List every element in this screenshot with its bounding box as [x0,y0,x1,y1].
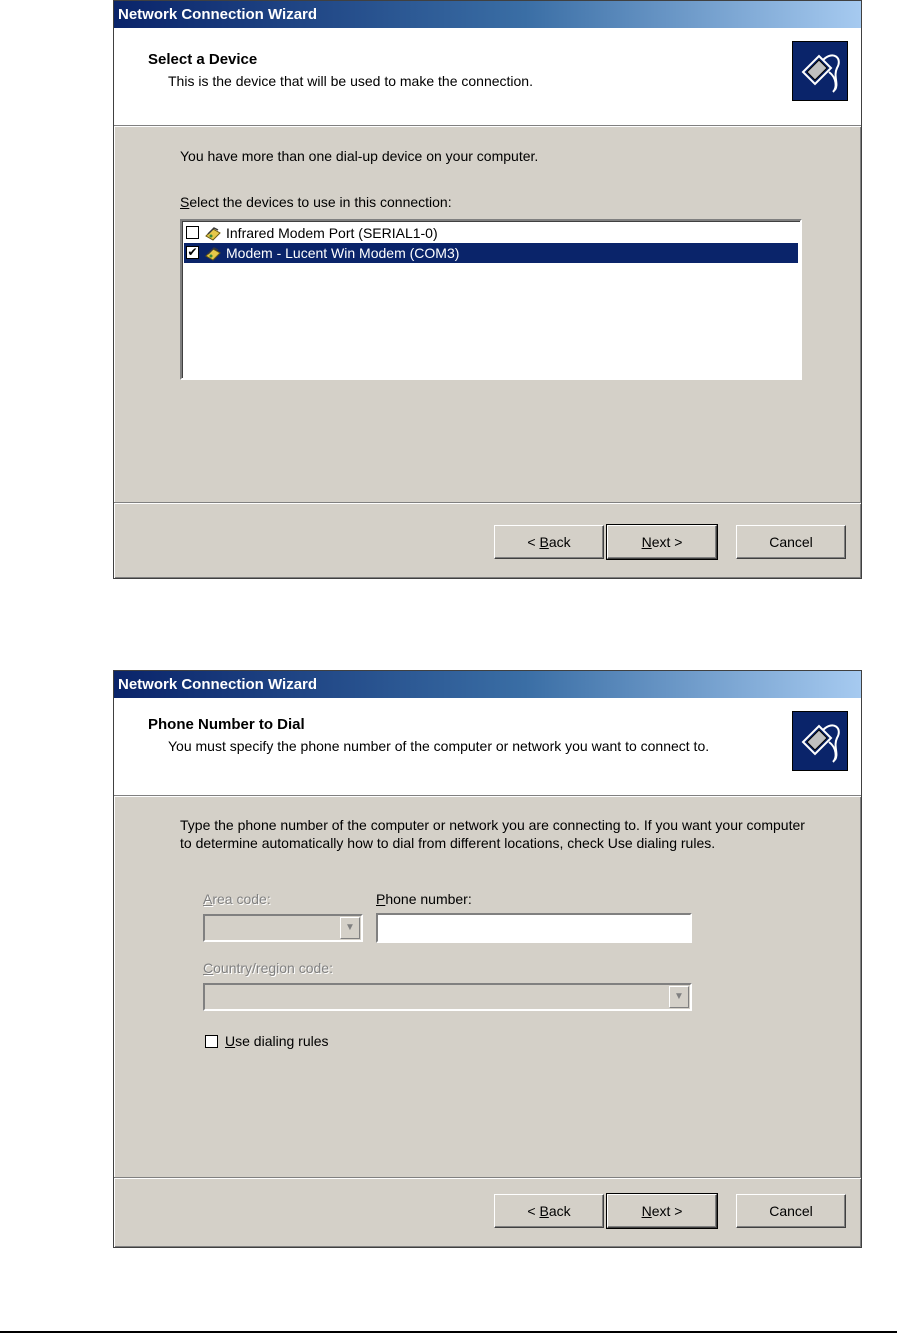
next-button[interactable]: Next > [607,525,717,559]
back-button[interactable]: < Back [494,1194,604,1228]
select-device-dialog [113,0,862,579]
device-checkbox[interactable]: ✔ [187,245,198,259]
device-listbox[interactable] [180,219,802,380]
phone-number-input[interactable] [376,913,692,943]
use-dialing-rules-checkbox[interactable] [205,1035,218,1048]
device-list-item[interactable] [184,243,798,263]
country-region-label: Country/region code: [203,960,333,976]
header-title: Phone Number to Dial [148,716,305,733]
device-label: Infrared Modem Port (SERIAL1-0) [226,225,438,241]
device-list-item[interactable] [184,223,798,243]
instructions-text: Type the phone number of the computer or network you are connecting to. If you want your computer to determine automatically how to dial from different locations, check Use dialing rules. [180,817,805,851]
phone-number-dialog [113,670,862,1248]
wizard-header [114,28,861,126]
area-code-combobox[interactable] [203,914,363,942]
network-connection-icon [792,41,848,101]
device-list-label-rest: elect the devices to use in this connection: [189,194,452,210]
use-dialing-rules-label: Use dialing rules [225,1033,329,1049]
next-button[interactable]: Next > [607,1194,717,1228]
footer-separator [114,1177,861,1179]
cancel-button[interactable]: Cancel [736,525,846,559]
title-bar[interactable]: Network Connection Wizard [114,1,861,28]
modem-icon [204,224,222,242]
page-bottom-rule [0,1331,897,1333]
chevron-down-icon[interactable]: ▼ [669,986,689,1008]
header-subtitle: You must specify the phone number of the computer or network you want to connect to. [168,738,710,754]
footer-separator [114,502,861,504]
device-list-label: Select the devices to use in this connection: [180,194,452,210]
cancel-button[interactable]: Cancel [736,1194,846,1228]
header-subtitle: This is the device that will be used to make the connection. [168,73,533,89]
device-label: Modem - Lucent Win Modem (COM3) [226,245,460,261]
area-code-label: Area code: [203,891,271,907]
title-bar[interactable]: Network Connection Wizard [114,671,861,698]
header-title: Select a Device [148,51,258,68]
wizard-header [114,698,861,796]
modem-icon [204,244,222,262]
device-checkbox[interactable] [186,226,199,239]
intro-text: You have more than one dial-up device on your computer. [180,148,539,164]
network-connection-icon [792,711,848,771]
back-button[interactable]: < Back [494,525,604,559]
country-region-combobox[interactable] [203,983,692,1011]
chevron-down-icon[interactable]: ▼ [340,917,360,939]
phone-number-label: Phone number: [376,891,472,907]
